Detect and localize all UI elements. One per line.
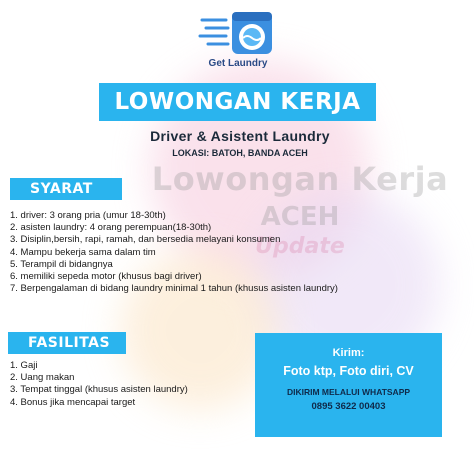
list-item: 6. memiliki sepeda motor (khusus bagi driver) — [10, 271, 202, 283]
watermark-line: ACEH — [260, 202, 340, 232]
application-info-box — [255, 333, 442, 437]
page-title: LOWONGAN KERJA — [99, 83, 376, 121]
list-item: 1. driver: 3 orang pria (umur 18-30th) — [10, 210, 166, 221]
kirim-title: Kirim: — [332, 347, 365, 359]
list-item: 2. asisten laundry: 4 orang perempuan(18-30th) — [10, 222, 212, 234]
brand-logo — [196, 8, 280, 72]
list-item: 7. Berpengalaman di bidang laundry minimal 1 tahun (khusus asisten laundry) — [10, 283, 338, 295]
fasilitas-list — [10, 360, 250, 409]
list-item: 3. Disiplin,bersih, rapi, ramah, dan bersedia melayani konsumen — [10, 234, 281, 246]
list-item: 1. Gaji — [10, 360, 38, 371]
syarat-heading: SYARAT — [10, 178, 122, 200]
list-item: 2. Uang makan — [10, 372, 75, 384]
watermark-line: Lowongan Kerja — [151, 160, 449, 198]
list-item: 5. Terampil di bidangnya — [10, 258, 113, 270]
logo-text: Get Laundry — [208, 58, 268, 69]
phone-number: 0895 3622 00403 — [311, 401, 386, 412]
location-text: LOKASI: BATOH, BANDA ACEH — [172, 148, 308, 158]
syarat-list — [10, 210, 430, 295]
watermark-line: Update — [255, 234, 345, 259]
submission-note: DIKIRIM MELALUI WHATSAPP — [286, 387, 411, 397]
washing-machine-icon — [196, 8, 280, 58]
fasilitas-heading: FASILITAS — [8, 332, 126, 354]
job-subtitle: Driver & Asistent Laundry — [150, 128, 330, 144]
list-item: 4. Bonus jika mencapai target — [10, 396, 136, 408]
list-item: 4. Mampu bekerja sama dalam tim — [10, 246, 156, 258]
required-documents: Foto ktp, Foto diri, CV — [283, 364, 414, 378]
list-item: 3. Tempat tinggal (khusus asisten laundry) — [10, 384, 188, 396]
